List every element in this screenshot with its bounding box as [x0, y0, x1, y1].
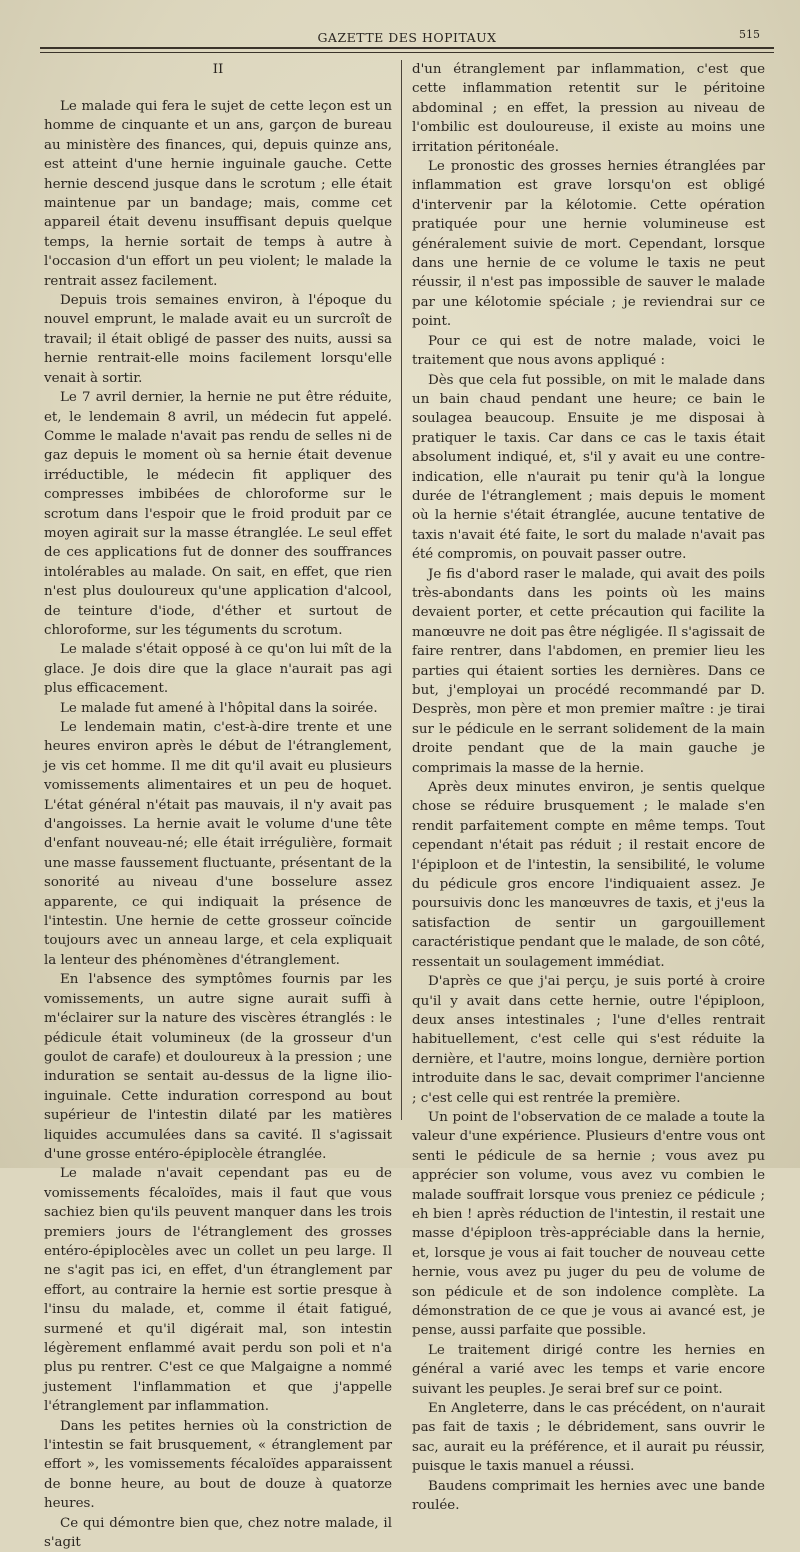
paragraph: Ce qui démontre bien que, chez notre malade, il s'agit [44, 1515, 392, 1551]
page-title: GAZETTE DES HOPITAUX [317, 30, 497, 45]
header-rule-thick [40, 47, 774, 49]
paragraph: Le malade fut amené à l'hôpital dans la soirée. [60, 700, 378, 716]
paragraph: Le malade qui fera le sujet de cette leçon est un homme de cinquante et un ans, garçon de bureau au ministère des finances, qui, depuis quinze ans, est atteint d'une hernie inguinale gauche. Cette hernie descend jusque dans le scrotum ; elle était maintenue par un bandage; mais, comme cet appareil était devenu insuffisant depuis quelque temps, la hernie sortait de temps à autre à l'occasion d'un effort un peu violent; le malade la rentrait assez facilement. [44, 99, 392, 289]
page-number: 515 [739, 28, 760, 41]
paragraph: Le pronostic des grosses hernies étranglées par inflammation est grave lorsqu'on est obligé d'intervenir par la kélotomie. Cette opération pratiquée pour une hernie volumineuse est généralement suivie de mort. Cependant, lorsque dans une hernie de ce volume le taxis ne peut réussir, il n'est pas impossible de sauver le malade par une kélotomie spéciale ; je reviendrai sur ce point. [412, 159, 765, 330]
paragraph: Un point de l'observation de ce malade a toute la valeur d'une expérience. Plusieurs d'entre vous ont senti le pédicule de sa hernie ; vous avez pu apprécier son volume, vous avez vu combien le malade souffrait lorsque vous preniez ce pédicule ; eh bien ! après réduction de l'intestin, il restait une masse d'épiploon très-appréciable dans la hernie, et, lorsque je vous ai fait toucher de nouveau cette hernie, vous avez pu juger du peu de volume de son pédicule et de son indolence complète. La démonstration de ce que je vous ai avancé est, je pense, aussi parfaite que possible. [412, 1109, 765, 1339]
paragraph: Depuis trois semaines environ, à l'époque du nouvel emprunt, le malade avait eu un surcroît de travail; il était obligé de passer des nuits, aussi sa hernie rentrait-elle moins facilement lorsqu'elle venait à sortir. [44, 293, 392, 386]
left-column [44, 60, 392, 1552]
column-divider [401, 60, 402, 1120]
paragraph: Le lendemain matin, c'est-à-dire trente et une heures environ après le début de l'étranglement, je vis cet homme. Il me dit qu'il avait eu plusieurs vomissements alimentaires et un peu de hoquet. L'état général n'était pas mauvais, il n'y avait pas d'angoisses. La hernie avait le volume d'une tête d'enfant nouveau-né; elle était irrégulière, formait une masse faussement fluctuante, présentant de la sonorité au niveau d'une bosselure assez apparente, ce qui indiquait la présence de l'intestin. Une hernie de cette grosseur coïncide toujours avec un anneau large, et cela expliquait la lenteur des phénomènes d'étranglement. [44, 720, 392, 968]
right-column [412, 60, 765, 1515]
paragraph: D'après ce que j'ai perçu, je suis porté à croire qu'il y avait dans cette hernie, outre l'épiploon, deux anses intestinales ; l'une d'elles rentrait habituellement, c'est celle qui s'est réduite la dernière, et l'autre, moins longue, dernière portion introduite dans le sac, devait comprimer l'ancienne ; c'est celle qui est rentrée la première. [412, 974, 765, 1106]
paragraph: Pour ce qui est de notre malade, voici le traitement que nous avons appliqué : [412, 333, 765, 369]
paragraph: Après deux minutes environ, je sentis quelque chose se réduire brusquement ; le malade s'en rendit parfaitement compte en même temps. Tout cependant n'était pas réduit ; il restait encore de l'épiploon et de l'intestin, la sensibilité, le volume du pédicule gros encore l'indiquaient assez. Je poursuivis donc les manœuvres de taxis, et j'eus la satisfaction de sentir un gargouillement caractéristique pendant que le malade, de son côté, ressentait un soulagement immédiat. [412, 780, 765, 970]
paragraph: Le traitement dirigé contre les hernies en général a varié avec les temps et varie encore suivant les peuples. Je serai bref sur ce point. [412, 1342, 765, 1397]
paragraph: Dès que cela fut possible, on mit le malade dans un bain chaud pendant une heure; ce bain le soulagea beaucoup. Ensuite je me disposai à pratiquer le taxis. Car dans ce cas le taxis était absolument indiqué, et, s'il y avait eu une contre-indication, elle n'aurait pu tenir qu'à la longue durée de l'étranglement ; mais depuis le moment où la hernie s'était étranglée, aucune tentative de taxis n'avait été faite, le sort du malade n'avait pas été compromis, on pouvait passer outre. [412, 372, 765, 563]
paragraph: Je fis d'abord raser le malade, qui avait des poils très-abondants dans les points où les mains devaient porter, et cette précaution qui facilite la manœuvre ne doit pas être négligée. Il s'agissait de faire rentrer, dans l'abdomen, en premier lieu les parties qui étaient sorties les dernières. Dans ce but, j'employai un procédé recommandé par D. Desprès, mon père et mon premier maître : je tirai sur le pédicule en le serrant solidement de la main droite pendant que de la main gauche je comprimais la masse de la hernie. [412, 566, 765, 776]
paragraph: Le malade s'était opposé à ce qu'on lui mît de la glace. Je dois dire que la glace n'aurait pas agi plus efficacement. [44, 642, 392, 697]
paragraph: Dans les petites hernies où la constriction de l'intestin se fait brusquement, « étranglement par effort », les vomissements fécaloïdes apparaissent de bonne heure, au bout de douze à quatorze heures. [44, 1418, 392, 1512]
paragraph: En l'absence des symptômes fournis par les vomissements, un autre signe aurait suffi à m'éclairer sur la nature des viscères étranglés : le pédicule était volumineux (de la grosseur d'un goulot de carafe) et douloureux à la pression ; une induration se sentait au-dessus de la ligne ilio-inguinale. Cette induration correspond au bout supérieur de l'intestin dilaté par les matières liquides accumulées dans sa cavité. Il s'agissait d'une grosse entéro-épiplocèle étranglée. [44, 972, 392, 1162]
paragraph: En Angleterre, dans le cas précédent, on n'aurait pas fait de taxis ; le débridement, sans ouvrir le sac, aurait eu la préférence, et il aurait pu réussir, puisque le taxis manuel a réussi. [412, 1401, 765, 1475]
section-numeral: II [212, 62, 224, 77]
paragraph: Baudens comprimait les hernies avec une bande roulée. [412, 1478, 765, 1514]
paragraph: Le malade n'avait cependant pas eu de vomissements fécaloïdes, mais il faut que vous sachiez bien qu'ils peuvent manquer dans les trois premiers jours de l'étranglement des grosses entéro-épiplocèles avec un collet un peu large. Il ne s'agit pas ici, en effet, d'un étranglement par effort, au contraire la hernie est sortie presque à l'insu du malade, et, comme il était fatigué, surmené et qu'il digérait mal, son intestin légèrement enflammé avait perdu son poli et n'a plus pu rentrer. C'est ce que Malgaigne a nommé justement l'inflammation et que j'appelle l'étranglement par inflammation. [44, 1166, 392, 1415]
header-rule-thin [40, 52, 774, 53]
paragraph: d'un étranglement par inflammation, c'est que cette inflammation retentit sur le péritoine abdominal ; en effet, la pression au niveau de l'ombilic est douloureuse, il existe au moins une irritation péritonéale. [412, 62, 765, 155]
paragraph: Le 7 avril dernier, la hernie ne put être réduite, et, le lendemain 8 avril, un médecin fut appelé. Comme le malade n'avait pas rendu de selles ni de gaz depuis le moment où sa hernie était devenue irréductible, le médecin fit appliquer des compresses imbibées de chloroforme sur le scrotum dans l'espoir que le froid produit par ce moyen agirait sur la masse étranglée. Le seul effet de ces applications fut de donner des souffrances intolérables au malade. On sait, en effet, que rien n'est plus douloureux qu'une application d'alcool, de teinture d'iode, d'éther et surtout de chloroforme, sur les téguments du scrotum. [44, 390, 392, 638]
